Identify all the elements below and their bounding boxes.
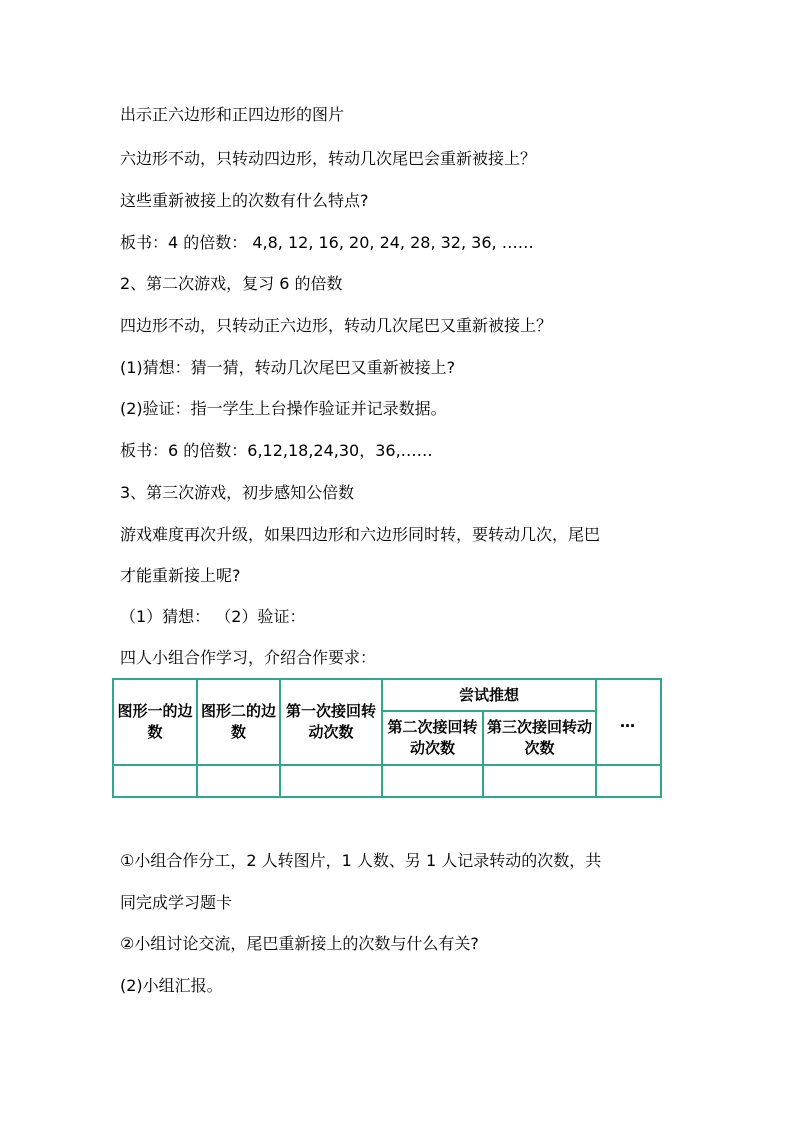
- heading-third-game: 3、第三次游戏，初步感知公倍数: [120, 483, 355, 502]
- paragraph-question-features: 这些重新被接上的次数有什么特点?: [120, 191, 369, 210]
- heading-second-game: 2、第二次游戏，复习 6 的倍数: [120, 274, 343, 293]
- paragraph-board-multiples-6: 板书：6 的倍数：6,12,18,24,30，36,……: [120, 441, 433, 460]
- paragraph-group-requirements: 四人小组合作学习，介绍合作要求：: [120, 648, 377, 667]
- header-second-rejoin: 第二次接回转动次数: [382, 711, 483, 765]
- header-shape1-sides: 图形一的边数: [113, 679, 197, 765]
- paragraph-difficulty-upgrade-cont: 才能重新接上呢?: [120, 566, 241, 585]
- record-table: [112, 678, 662, 798]
- table-row: [113, 765, 661, 797]
- paragraph-guess-verify: （1）猜想： （2）验证：: [120, 607, 306, 626]
- table-cell: [382, 765, 483, 797]
- header-shape2-sides: 图形二的边数: [197, 679, 280, 765]
- paragraph-show-pictures: 出示正六边形和正四边形的图片: [120, 105, 345, 124]
- header-trial-inference: 尝试推想: [382, 679, 596, 711]
- paragraph-difficulty-upgrade: 游戏难度再次升级，如果四边形和六边形同时转，要转动几次，尾巴: [120, 525, 601, 544]
- paragraph-group-report: (2)小组汇报。: [120, 976, 223, 995]
- paragraph-rotate-square: 六边形不动，只转动四边形，转动几次尾巴会重新被接上？: [120, 149, 537, 168]
- paragraph-verify: (2)验证：指一学生上台操作验证并记录数据。: [120, 399, 447, 418]
- paragraph-group-division: ①小组合作分工，2 人转图片，1 人数、另 1 人记录转动的次数，共: [120, 851, 602, 870]
- table-cell: [197, 765, 280, 797]
- paragraph-group-division-cont: 同完成学习题卡: [120, 893, 233, 912]
- table-cell: [596, 765, 661, 797]
- header-first-rejoin: 第一次接回转动次数: [280, 679, 382, 765]
- header-ellipsis: …: [596, 679, 661, 765]
- paragraph-guess: (1)猜想：猜一猜，转动几次尾巴又重新被接上?: [120, 358, 456, 377]
- table-cell: [280, 765, 382, 797]
- paragraph-group-discussion: ②小组讨论交流，尾巴重新接上的次数与什么有关?: [120, 934, 479, 953]
- paragraph-rotate-hexagon: 四边形不动，只转动正六边形，转动几次尾巴又重新被接上？: [120, 316, 553, 335]
- paragraph-board-multiples-4: 板书：4 的倍数： 4,8, 12, 16, 20, 24, 28, 32, 36, ……: [120, 233, 534, 252]
- table-cell: [483, 765, 596, 797]
- header-third-rejoin: 第三次接回转动次数: [483, 711, 596, 765]
- table-cell: [113, 765, 197, 797]
